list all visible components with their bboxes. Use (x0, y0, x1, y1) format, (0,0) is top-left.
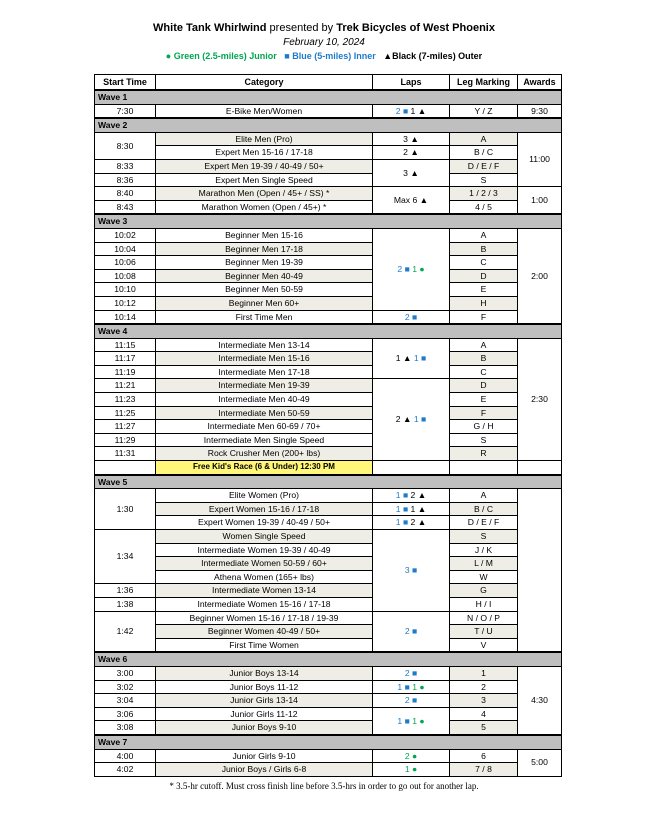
leg-marking: D / E / F (450, 159, 518, 173)
start-time: 4:02 (95, 763, 156, 777)
category: Junior Girls 9-10 (156, 749, 373, 763)
wave-row (95, 735, 562, 749)
table-row (95, 200, 562, 214)
category: Intermediate Women 15-16 / 17-18 (156, 597, 373, 611)
wave-row (95, 118, 562, 132)
event-date: February 10, 2024 (283, 37, 365, 48)
laps (373, 461, 450, 475)
awards-time: 9:30 (518, 104, 562, 118)
category: Intermediate Women 19-39 / 40-49 (156, 543, 373, 557)
leg-marking: A (450, 489, 518, 503)
category: Intermediate Women 50-59 / 60+ (156, 557, 373, 571)
start-time: 8:43 (95, 200, 156, 214)
event-name: White Tank Whirlwind (153, 22, 267, 34)
laps: 1 ■ 1 ▲ (373, 502, 450, 516)
awards-time: 1:00 (518, 187, 562, 215)
blue-square-icon: ■ (411, 564, 418, 575)
leg-marking: W (450, 570, 518, 584)
table-row (95, 749, 562, 763)
leg-marking: D (450, 269, 518, 283)
table-row (95, 228, 562, 242)
start-time: 10:02 (95, 228, 156, 242)
laps: 2 ● (373, 749, 450, 763)
leg-marking: 7 / 8 (450, 763, 518, 777)
course-legend (0, 51, 648, 61)
leg-marking: T / U (450, 625, 518, 639)
start-time: 11:15 (95, 338, 156, 352)
category: Junior Girls 13-14 (156, 694, 373, 708)
table-row (95, 296, 562, 310)
start-time: 3:08 (95, 721, 156, 735)
blue-square-icon: ■ (411, 667, 418, 678)
leg-marking (450, 461, 518, 475)
table-row (95, 694, 562, 708)
start-time: 11:19 (95, 365, 156, 379)
laps: 1 ● (373, 763, 450, 777)
table-row (95, 242, 562, 256)
category: Beginner Men 15-16 (156, 228, 373, 242)
start-time: 8:33 (95, 159, 156, 173)
header-leg-marking: Leg Marking (450, 75, 518, 91)
table-row (95, 680, 562, 694)
start-time: 10:04 (95, 242, 156, 256)
table-row (95, 638, 562, 652)
sponsor-name: Trek Bicycles of West Phoenix (336, 22, 495, 34)
category: Beginner Men 50-59 (156, 283, 373, 297)
start-time: 1:30 (95, 489, 156, 530)
table-row (95, 461, 562, 475)
start-time: 11:21 (95, 379, 156, 393)
table-row (95, 543, 562, 557)
table-row (95, 146, 562, 160)
table-row (95, 433, 562, 447)
table-row (95, 557, 562, 571)
category: Beginner Women 40-49 / 50+ (156, 625, 373, 639)
blue-square-icon: ■ (411, 695, 418, 706)
table-row (95, 502, 562, 516)
legend-blue: ■ Blue (5-miles) Inner (284, 51, 376, 61)
start-time: 11:29 (95, 433, 156, 447)
leg-marking: 5 (450, 721, 518, 735)
start-time: 8:30 (95, 132, 156, 159)
header-start-time: Start Time (95, 75, 156, 91)
category: Intermediate Women 13-14 (156, 584, 373, 598)
blue-square-icon: ■ (404, 681, 410, 692)
laps: 2 ■ 1 ● (373, 228, 450, 310)
table-row (95, 132, 562, 146)
start-time: 10:12 (95, 296, 156, 310)
table-row (95, 489, 562, 503)
table-row (95, 256, 562, 270)
category: Expert Men 15-16 / 17-18 (156, 146, 373, 160)
table-row (95, 763, 562, 777)
table-row (95, 625, 562, 639)
blue-square-icon: ■ (404, 263, 410, 274)
leg-marking: 4 (450, 707, 518, 721)
leg-marking: B / C (450, 502, 518, 516)
header-awards: Awards (518, 75, 562, 91)
green-circle-icon: ● (411, 764, 418, 775)
leg-marking: A (450, 338, 518, 352)
legend-green: ● Green (2.5-miles) Junior (165, 51, 277, 61)
awards-time: 2:30 (518, 338, 562, 460)
category: Marathon Women (Open / 45+) * (156, 200, 373, 214)
black-triangle-icon: ▲ (402, 353, 412, 364)
table-row (95, 666, 562, 680)
laps: 2 ■ (373, 666, 450, 680)
laps: 3 ▲ (373, 159, 450, 186)
category: Intermediate Men 17-18 (156, 365, 373, 379)
start-time: 10:06 (95, 256, 156, 270)
leg-marking: 6 (450, 749, 518, 763)
category: Rock Crusher Men (200+ lbs) (156, 447, 373, 461)
leg-marking: C (450, 256, 518, 270)
document-title (0, 22, 648, 34)
leg-marking: N / O / P (450, 611, 518, 625)
leg-marking: E (450, 393, 518, 407)
kids-race-note: Free Kid's Race (6 & Under) 12:30 PM (156, 461, 373, 475)
table-row (95, 365, 562, 379)
laps: 2 ▲ (373, 146, 450, 160)
blue-square-icon: ■ (402, 517, 409, 528)
table-row (95, 584, 562, 598)
category: Intermediate Men 40-49 (156, 393, 373, 407)
leg-marking: H / I (450, 597, 518, 611)
table-row (95, 283, 562, 297)
table-row (95, 707, 562, 721)
category: Expert Men 19-39 / 40-49 / 50+ (156, 159, 373, 173)
start-time: 10:10 (95, 283, 156, 297)
leg-marking: B (450, 242, 518, 256)
blue-square-icon: ■ (421, 414, 427, 425)
leg-marking: D / E / F (450, 516, 518, 530)
table-row (95, 406, 562, 420)
green-circle-icon: ● (419, 715, 425, 726)
table-row (95, 338, 562, 352)
leg-marking: R (450, 447, 518, 461)
start-time: 11:23 (95, 393, 156, 407)
table-row (95, 104, 562, 118)
awards-time (518, 489, 562, 653)
category: Intermediate Men 15-16 (156, 352, 373, 366)
category: Beginner Men 17-18 (156, 242, 373, 256)
start-time: 3:06 (95, 707, 156, 721)
laps: 2 ■ 1 ▲ (373, 104, 450, 118)
wave-row (95, 324, 562, 338)
leg-marking: 1 / 2 / 3 (450, 187, 518, 201)
wave-label: Wave 4 (95, 324, 562, 338)
leg-marking: E (450, 283, 518, 297)
green-circle-icon: ● (419, 263, 425, 274)
leg-marking: Y / Z (450, 104, 518, 118)
start-time: 7:30 (95, 104, 156, 118)
blue-square-icon: ■ (402, 490, 409, 501)
wave-label: Wave 3 (95, 214, 562, 228)
green-circle-icon: ● (419, 681, 425, 692)
category: Marathon Men (Open / 45+ / SS) * (156, 187, 373, 201)
laps: 2 ■ (373, 694, 450, 708)
wave-label: Wave 1 (95, 90, 562, 104)
table-row (95, 159, 562, 173)
category: Intermediate Men Single Speed (156, 433, 373, 447)
table-row (95, 310, 562, 324)
category: Athena Women (165+ lbs) (156, 570, 373, 584)
leg-marking: V (450, 638, 518, 652)
leg-marking: S (450, 173, 518, 187)
laps: 2 ■ (373, 611, 450, 652)
leg-marking: 1 (450, 666, 518, 680)
table-row (95, 393, 562, 407)
black-triangle-icon: ▲ (410, 167, 419, 178)
black-triangle-icon: ▲ (402, 414, 412, 425)
blue-square-icon: ■ (421, 353, 427, 364)
wave-row (95, 214, 562, 228)
laps: 3 ■ (373, 530, 450, 612)
start-time: 1:42 (95, 611, 156, 652)
leg-marking: A (450, 132, 518, 146)
black-triangle-icon: ▲ (410, 147, 419, 158)
wave-row (95, 652, 562, 666)
laps: 1 ■ 2 ▲ (373, 516, 450, 530)
table-row (95, 352, 562, 366)
leg-marking: F (450, 406, 518, 420)
category: Junior Boys / Girls 6-8 (156, 763, 373, 777)
start-time: 1:34 (95, 530, 156, 584)
table-row (95, 447, 562, 461)
category: Women Single Speed (156, 530, 373, 544)
category: Beginner Women 15-16 / 17-18 / 19-39 (156, 611, 373, 625)
start-time: 8:40 (95, 187, 156, 201)
start-time: 11:25 (95, 406, 156, 420)
category: E-Bike Men/Women (156, 104, 373, 118)
category: Beginner Men 19-39 (156, 256, 373, 270)
start-time: 3:04 (95, 694, 156, 708)
awards-time: 11:00 (518, 132, 562, 186)
table-row (95, 187, 562, 201)
race-schedule-table (94, 74, 562, 777)
leg-marking: D (450, 379, 518, 393)
blue-square-icon: ■ (411, 626, 418, 637)
category: Beginner Men 40-49 (156, 269, 373, 283)
category: Beginner Men 60+ (156, 296, 373, 310)
table-row (95, 530, 562, 544)
wave-label: Wave 6 (95, 652, 562, 666)
black-triangle-icon: ▲ (417, 517, 427, 528)
category: Expert Women 19-39 / 40-49 / 50+ (156, 516, 373, 530)
category: First Time Men (156, 310, 373, 324)
leg-marking: S (450, 433, 518, 447)
black-triangle-icon: ▲ (419, 194, 429, 205)
laps: Max 6 ▲ (373, 187, 450, 215)
leg-marking: F (450, 310, 518, 324)
black-triangle-icon: ▲ (417, 503, 427, 514)
leg-marking: L / M (450, 557, 518, 571)
laps: 1 ■ 1 ● (373, 707, 450, 735)
wave-label: Wave 7 (95, 735, 562, 749)
start-time: 10:14 (95, 310, 156, 324)
start-time: 3:00 (95, 666, 156, 680)
wave-label: Wave 2 (95, 118, 562, 132)
category: Intermediate Men 60-69 / 70+ (156, 420, 373, 434)
table-row (95, 269, 562, 283)
title-connector: presented by (266, 22, 337, 34)
category: Junior Girls 11-12 (156, 707, 373, 721)
black-triangle-icon: ▲ (417, 105, 427, 116)
black-triangle-icon: ▲ (417, 490, 427, 501)
start-time: 8:36 (95, 173, 156, 187)
laps: 1 ▲ 1 ■ (373, 338, 450, 379)
category: Intermediate Men 13-14 (156, 338, 373, 352)
start-time: 3:02 (95, 680, 156, 694)
table-row (95, 379, 562, 393)
laps: 2 ■ (373, 310, 450, 324)
awards-time (518, 461, 562, 475)
table-row (95, 597, 562, 611)
blue-square-icon: ■ (411, 311, 418, 322)
wave-row (95, 90, 562, 104)
legend-black: ▲Black (7-miles) Outer (383, 51, 483, 61)
laps: 1 ■ 2 ▲ (373, 489, 450, 503)
leg-marking: G / H (450, 420, 518, 434)
start-time: 11:17 (95, 352, 156, 366)
category: First Time Women (156, 638, 373, 652)
leg-marking: H (450, 296, 518, 310)
cutoff-footnote: * 3.5-hr cutoff. Must cross finish line before 3.5-hrs in order to go out for another lap. (169, 781, 479, 791)
start-time (95, 461, 156, 475)
header-laps: Laps (373, 75, 450, 91)
table-row (95, 420, 562, 434)
leg-marking: 4 / 5 (450, 200, 518, 214)
leg-marking: S (450, 530, 518, 544)
leg-marking: B / C (450, 146, 518, 160)
laps: 3 ▲ (373, 132, 450, 146)
blue-square-icon: ■ (404, 715, 410, 726)
leg-marking: 2 (450, 680, 518, 694)
laps: 2 ▲ 1 ■ (373, 379, 450, 461)
category: Junior Boys 13-14 (156, 666, 373, 680)
wave-label: Wave 5 (95, 475, 562, 489)
table-header-row (95, 75, 562, 91)
header-category: Category (156, 75, 373, 91)
category: Intermediate Men 19-39 (156, 379, 373, 393)
category: Intermediate Men 50-59 (156, 406, 373, 420)
laps: 1 ■ 1 ● (373, 680, 450, 694)
awards-time: 5:00 (518, 749, 562, 776)
awards-time: 2:00 (518, 228, 562, 324)
green-circle-icon: ● (411, 750, 418, 761)
category: Junior Boys 11-12 (156, 680, 373, 694)
table-row (95, 570, 562, 584)
leg-marking: C (450, 365, 518, 379)
start-time: 10:08 (95, 269, 156, 283)
start-time: 4:00 (95, 749, 156, 763)
blue-square-icon: ■ (402, 503, 409, 514)
leg-marking: J / K (450, 543, 518, 557)
category: Elite Women (Pro) (156, 489, 373, 503)
category: Elite Men (Pro) (156, 132, 373, 146)
table-row (95, 173, 562, 187)
start-time: 1:36 (95, 584, 156, 598)
table-row (95, 611, 562, 625)
table-row (95, 516, 562, 530)
awards-time: 4:30 (518, 666, 562, 734)
leg-marking: B (450, 352, 518, 366)
start-time: 11:31 (95, 447, 156, 461)
start-time: 11:27 (95, 420, 156, 434)
leg-marking: 3 (450, 694, 518, 708)
category: Expert Men Single Speed (156, 173, 373, 187)
black-triangle-icon: ▲ (410, 133, 419, 144)
start-time: 1:38 (95, 597, 156, 611)
category: Junior Boys 9-10 (156, 721, 373, 735)
blue-square-icon: ■ (402, 105, 409, 116)
category: Expert Women 15-16 / 17-18 (156, 502, 373, 516)
leg-marking: A (450, 228, 518, 242)
wave-row (95, 475, 562, 489)
leg-marking: G (450, 584, 518, 598)
table-row (95, 721, 562, 735)
